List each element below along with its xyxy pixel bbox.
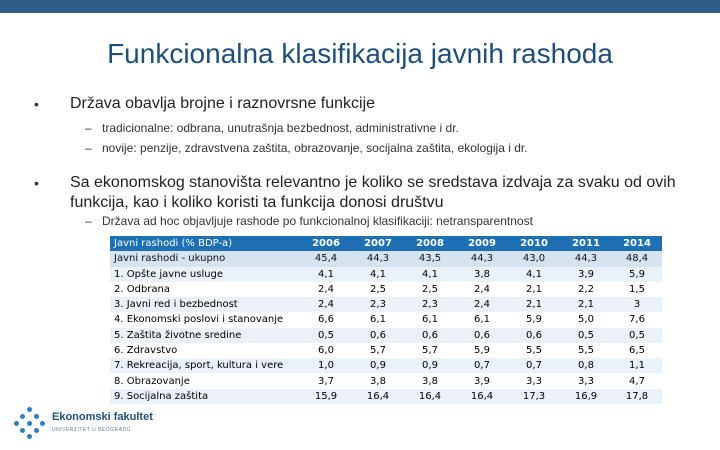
table-cell: 7,6 (612, 312, 662, 327)
table-cell: 2,2 (560, 282, 612, 297)
table-row (110, 358, 662, 373)
table-row (110, 373, 662, 388)
table-cell: 6,1 (456, 312, 508, 327)
column-header: 2007 (352, 236, 404, 251)
table-cell: 2,4 (456, 297, 508, 312)
bullet-2-text (70, 173, 710, 213)
table-cell: 16,4 (456, 389, 508, 404)
table-cell: 2,4 (300, 297, 352, 312)
table-cell: 4,1 (352, 267, 404, 282)
table-cell: 0,5 (300, 328, 352, 343)
dash-marker: – (85, 141, 92, 155)
table-cell: 3,7 (300, 373, 352, 388)
logo-subtitle: UNIVERZITET U BEOGRADU (52, 427, 131, 433)
bullet-2-line-1: Sa ekonomskog stanovišta relevantno je koliko se sredstava izdvaja za svaku od ovih (70, 174, 676, 191)
bullet-1-sub-1: tradicionalne: odbrana, unutrašnja bezbednost, administrativne i dr. (102, 121, 459, 135)
table-cell: 5,7 (352, 343, 404, 358)
table-cell: 6,1 (352, 312, 404, 327)
table-row (110, 343, 662, 358)
dash-marker: – (85, 214, 92, 228)
table-cell: 3 (612, 297, 662, 312)
table-cell: 3,8 (456, 267, 508, 282)
table-cell: 0,6 (508, 328, 560, 343)
table-cell: 44,3 (456, 251, 508, 266)
table-row (110, 312, 662, 327)
table-cell: 2,3 (404, 297, 456, 312)
table-cell: 16,4 (352, 389, 404, 404)
table-cell: 4,1 (508, 267, 560, 282)
bullet-1-sub-2: novije: penzije, zdravstvena zaštita, obrazovanje, socijalna zaštita, ekologija i dr. (102, 141, 528, 155)
table-cell: 45,4 (300, 251, 352, 266)
dash-marker: – (85, 121, 92, 135)
faculty-logo (14, 407, 174, 441)
table-cell: 0,9 (352, 358, 404, 373)
column-header: 2010 (508, 236, 560, 251)
table-cell: 2,1 (508, 282, 560, 297)
table-cell: 17,8 (612, 389, 662, 404)
table-cell: 5,5 (508, 343, 560, 358)
row-label: 6. Zdravstvo (110, 343, 300, 358)
table-cell: 4,1 (300, 267, 352, 282)
table-cell: 3,3 (560, 373, 612, 388)
table-cell: 0,6 (352, 328, 404, 343)
table-cell: 2,1 (560, 297, 612, 312)
row-label: Javni rashodi - ukupno (110, 251, 300, 266)
table-row-total (110, 251, 662, 266)
table-cell: 4,7 (612, 373, 662, 388)
table-cell: 16,9 (560, 389, 612, 404)
table-cell: 3,8 (352, 373, 404, 388)
table-cell: 2,4 (300, 282, 352, 297)
table-cell: 0,8 (560, 358, 612, 373)
table-cell: 44,3 (560, 251, 612, 266)
table-cell: 3,3 (508, 373, 560, 388)
table-cell: 43,0 (508, 251, 560, 266)
bullet-marker: • (34, 175, 39, 191)
slide-title: Funkcionalna klasifikacija javnih rashoda (107, 38, 613, 69)
table-row (110, 297, 662, 312)
table-cell: 5,0 (560, 312, 612, 327)
table-header-row (110, 236, 662, 251)
table-cell: 0,6 (404, 328, 456, 343)
table-cell: 1,5 (612, 282, 662, 297)
table-cell: 1,1 (612, 358, 662, 373)
row-label: 4. Ekonomski poslovi i stanovanje (110, 312, 300, 327)
bullet-1-text: Država obavlja brojne i raznovrsne funkcije (70, 95, 376, 112)
table-cell: 44,3 (352, 251, 404, 266)
table-cell: 5,9 (612, 267, 662, 282)
column-header: 2006 (300, 236, 352, 251)
table-cell: 0,9 (404, 358, 456, 373)
table-cell: 0,5 (612, 328, 662, 343)
row-label: 5. Zaštita životne sredine (110, 328, 300, 343)
table-cell: 16,4 (404, 389, 456, 404)
table-cell: 43,5 (404, 251, 456, 266)
expenditure-table (110, 236, 662, 404)
bullet-2-line-2: funkcija, kao i koliko koristi ta funkcija donosi društvu (70, 194, 444, 211)
column-header: 2014 (612, 236, 662, 251)
table-cell: 5,7 (404, 343, 456, 358)
table-cell: 48,4 (612, 251, 662, 266)
table-row (110, 282, 662, 297)
table-cell: 2,1 (508, 297, 560, 312)
row-label: 1. Opšte javne usluge (110, 267, 300, 282)
table-cell: 2,3 (352, 297, 404, 312)
table-cell: 3,9 (560, 267, 612, 282)
row-label: 3. Javni red i bezbednost (110, 297, 300, 312)
table-cell: 2,5 (352, 282, 404, 297)
logo-mark-icon (14, 407, 46, 439)
row-label: 8. Obrazovanje (110, 373, 300, 388)
table-cell: 2,5 (404, 282, 456, 297)
table-cell: 0,6 (456, 328, 508, 343)
table-cell: 5,9 (456, 343, 508, 358)
row-label: 9. Socijalna zaštita (110, 389, 300, 404)
table-cell: 2,4 (456, 282, 508, 297)
column-header: 2008 (404, 236, 456, 251)
table-cell: 0,7 (508, 358, 560, 373)
table-cell: 3,8 (404, 373, 456, 388)
column-header: 2009 (456, 236, 508, 251)
column-header: 2011 (560, 236, 612, 251)
table-cell: 6,5 (612, 343, 662, 358)
table-cell: 6,1 (404, 312, 456, 327)
table-cell: 5,9 (508, 312, 560, 327)
table-cell: 5,5 (560, 343, 612, 358)
table-cell: 0,7 (456, 358, 508, 373)
table-cell: 0,5 (560, 328, 612, 343)
row-label: 2. Odbrana (110, 282, 300, 297)
table-cell: 17,3 (508, 389, 560, 404)
table-cell: 15,9 (300, 389, 352, 404)
table-cell: 3,9 (456, 373, 508, 388)
top-accent-bar (0, 0, 720, 13)
table-row (110, 267, 662, 282)
table-cell: 6,0 (300, 343, 352, 358)
bullet-2-sub-1: Država ad hoc objavljuje rashode po funkcionalnoj klasifikaciji: netransparentnost (102, 214, 533, 228)
table-row (110, 389, 662, 404)
column-header: Javni rashodi (% BDP-a) (110, 236, 300, 251)
logo-name: Ekonomski fakultet (52, 411, 153, 423)
bullet-marker: • (34, 96, 39, 112)
table-cell: 6,6 (300, 312, 352, 327)
table-cell: 4,1 (404, 267, 456, 282)
table-cell: 1,0 (300, 358, 352, 373)
table-row (110, 328, 662, 343)
row-label: 7. Rekreacija, sport, kultura i vere (110, 358, 300, 373)
